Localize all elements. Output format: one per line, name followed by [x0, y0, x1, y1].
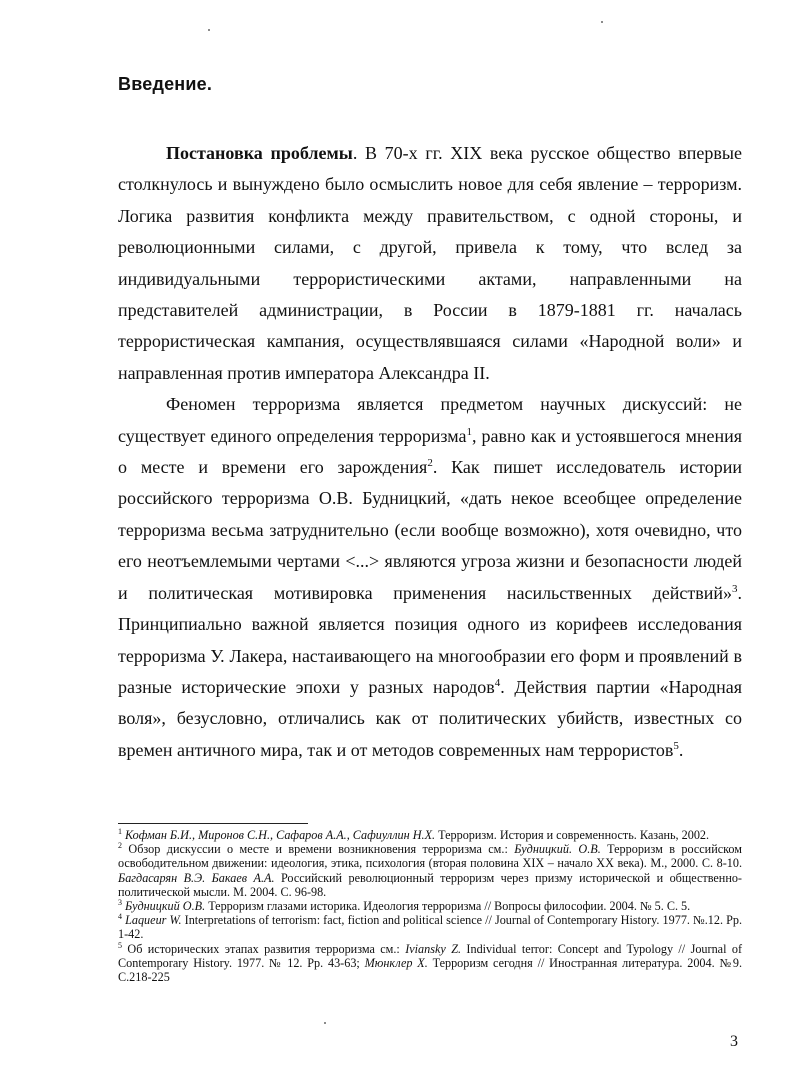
paragraph-text: Феномен терроризма является предметом научных дискуссий: не существует единого определения терроризма: [118, 394, 742, 446]
footnote-separator: [118, 823, 308, 824]
footnote-authors: Кофман Б.И., Миронов С.Н., Сафаров А.А., Сафиуллин Н.Х.: [125, 828, 436, 842]
paragraph-text: . В 70-х гг. XIX века русское общество впервые столкнулось и вынуждено было осмыслить новое для себя явление – терроризм. Логика развития конфликта между правительством, с одной стороны, и революционными силами, с другой, привела к тому, что вслед за индивидуальными террористическими актами, направленными на представителей администрации, в России в 1879-1881 гг. началась террористическая кампания, осуществлявшаяся силами «Народной воли» и направленная против императора Александра II.: [118, 143, 742, 383]
footnote-authors: Мюнклер Х.: [364, 955, 428, 970]
footnote-ref: 1: [466, 425, 472, 438]
footnote-ref: 2: [427, 457, 433, 470]
footnote-3: [118, 899, 742, 913]
footnote-text: Обзор дискуссии о месте и времени возникновения терроризма см.:: [128, 842, 515, 857]
footnote-ref: 3: [732, 582, 738, 595]
body-text: [118, 138, 742, 766]
footnote-number: 4: [118, 912, 122, 922]
footnote-number: 2: [118, 841, 122, 851]
footnote-ref: 4: [494, 676, 501, 689]
footnote-text: Терроризм. История и современность. Казань, 2002.: [435, 828, 710, 842]
footnote-number: 1: [118, 826, 122, 836]
scan-speck: [208, 29, 210, 31]
footnote-authors: Laqueur W.: [125, 913, 182, 928]
footnote-2: [118, 842, 742, 899]
footnote-1: [118, 828, 742, 842]
footnote-text: Об исторических этапах развития терроризма см.:: [127, 941, 406, 956]
footnote-text: Interpretations of terrorism: fact, fiction and political science // Journal of Contemporary History. 1977. №.12. Pp. 1-42.: [118, 913, 742, 942]
footnote-authors: Будницкий О.В.: [125, 899, 206, 914]
paragraph-phenomenon: [118, 389, 742, 766]
footnote-number: 5: [118, 940, 122, 950]
footnote-text: Российский революционный терроризм через призму исторической и общественно-политической мысли. М. 2004. С. 96-98.: [118, 870, 742, 899]
footnotes: [118, 828, 742, 984]
bold-lead: Постановка проблемы: [166, 143, 353, 163]
footnote-authors: Багдасарян В.Э. Бакаев А.А.: [118, 870, 275, 885]
paragraph-problem-statement: [118, 138, 742, 389]
scan-speck: [601, 21, 603, 23]
page-number: 3: [730, 1033, 738, 1050]
footnote-text: Individual terror: Concept and Typology // Journal of Contemporary History. 1977. № 12. Pp. 43-63;: [118, 941, 742, 970]
footnote-text: Терроризм сегодня // Иностранная литература. 2004. №9. С.218-225: [118, 955, 742, 985]
paragraph-text: . Действия партии «Народная воля», безусловно, отличались как от политических убийств, известных со времен античного мира, так и от методов современных нам террористов: [118, 676, 742, 760]
paragraph-text: . Принципиально важной является позиция одного из корифеев исследования терроризма У. Лакера, настаивающего на многообразии его форм и проявлений в разные исторические эпохи у разных народов: [118, 582, 742, 697]
footnote-authors: Будницкий. О.В.: [514, 842, 601, 857]
paragraph-text: , равно как и устоявшегося мнения о месте и времени его зарождения: [118, 425, 742, 478]
scan-speck: [324, 1022, 326, 1024]
footnote-5: [118, 942, 742, 985]
footnote-authors: Iviansky Z.: [405, 941, 462, 956]
footnote-ref: 5: [673, 739, 679, 752]
footnote-4: [118, 913, 742, 941]
footnote-number: 3: [118, 897, 122, 907]
paragraph-text: .: [678, 739, 684, 760]
section-heading: Введение.: [118, 74, 213, 94]
footnote-text: Терроризм глазами историка. Идеология терроризма // Вопросы философии. 2004. № 5. С. 5.: [205, 899, 691, 914]
footnote-text: Терроризм в российском освободительном движении: идеология, этика, психология (вторая половина XIX – начало XX века). М., 2000. С. 8-10.: [118, 842, 743, 871]
paragraph-text: . Как пишет исследователь истории российского терроризма О.В. Будницкий, «дать некое всеобщее определение терроризма весьма затруднительно (если вообще возможно), хотя очевидно, что его неотъемлемыми чертами <...> являются угроза жизни и безопасности людей и политическая мотивировка применения насильственных действий»: [118, 457, 742, 603]
